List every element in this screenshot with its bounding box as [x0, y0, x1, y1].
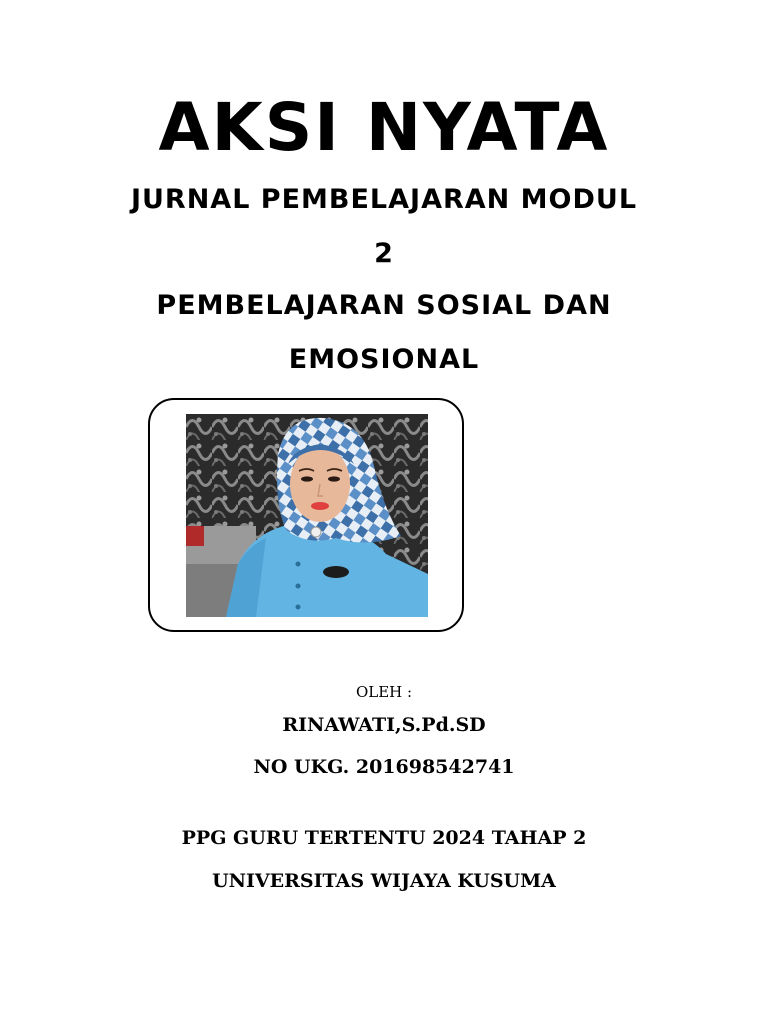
ukg-number: NO UKG. 201698542741: [253, 756, 515, 778]
main-title: AKSI NYATA: [158, 89, 610, 166]
subtitle-line-4: EMOSIONAL: [288, 344, 480, 375]
program-name: PPG GURU TERTENTU 2024 TAHAP 2: [181, 827, 587, 849]
author-photo: [186, 414, 428, 617]
author-name: RINAWATI,S.Pd.SD: [282, 714, 486, 736]
by-label: OLEH :: [355, 683, 413, 701]
author-portrait-image: [186, 414, 428, 617]
university-name: UNIVERSITAS WIJAYA KUSUMA: [212, 870, 556, 892]
subtitle-line-3: PEMBELAJARAN SOSIAL DAN: [156, 290, 612, 321]
subtitle-line-2: 2: [374, 238, 394, 269]
subtitle-line-1: JURNAL PEMBELAJARAN MODUL: [130, 184, 638, 215]
